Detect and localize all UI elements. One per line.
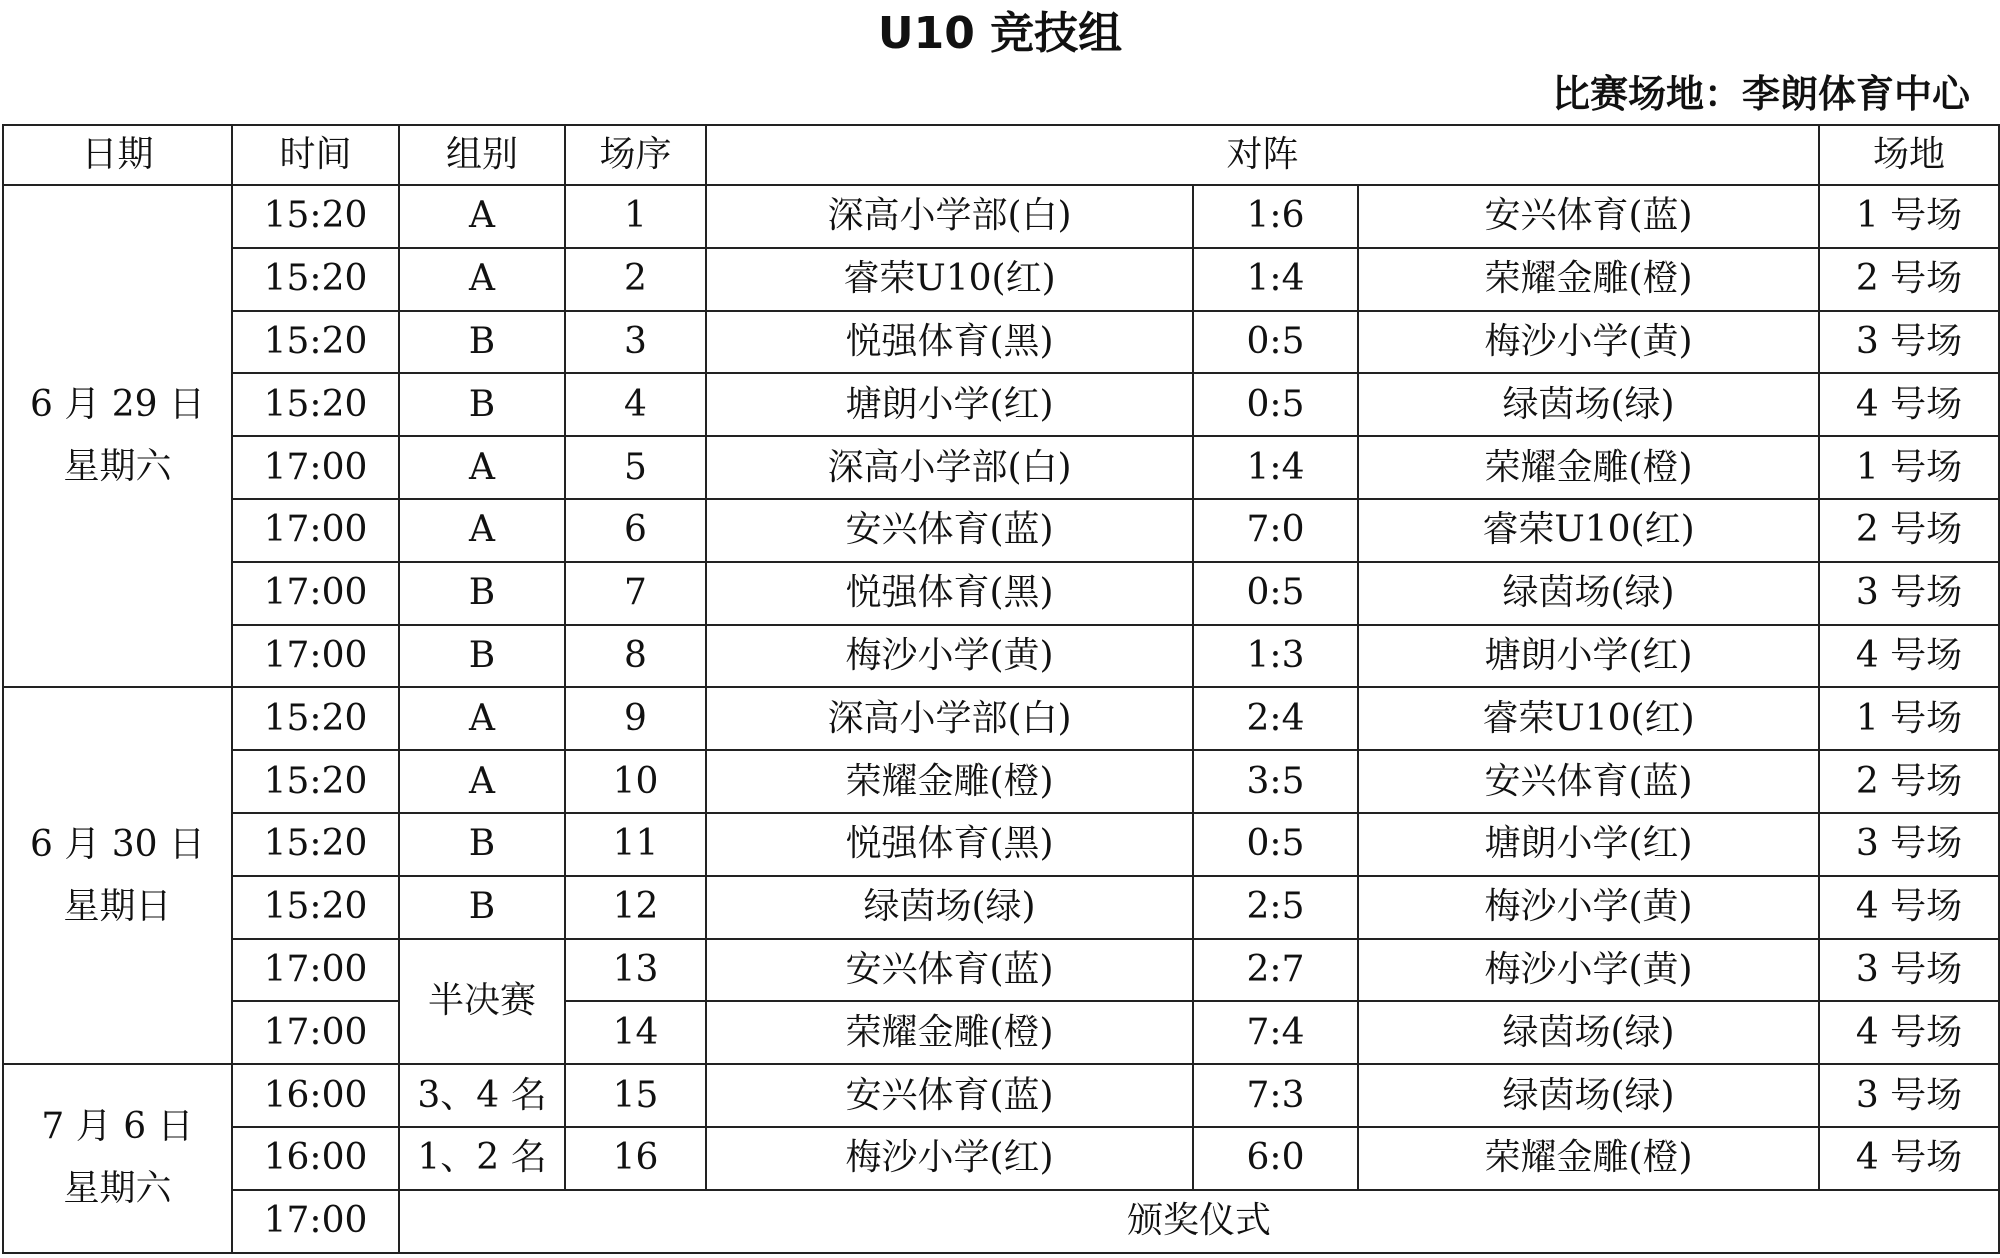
group-cell: B bbox=[399, 813, 565, 876]
header-row bbox=[3, 125, 1999, 185]
table-row bbox=[3, 625, 1999, 688]
home-team-cell: 深高小学部(白) bbox=[706, 687, 1193, 750]
group-cell: B bbox=[399, 876, 565, 939]
home-team-cell: 深高小学部(白) bbox=[706, 436, 1193, 499]
table-row bbox=[3, 499, 1999, 562]
score-cell: 2:4 bbox=[1193, 687, 1358, 750]
score-cell: 7:3 bbox=[1193, 1064, 1358, 1127]
table-row bbox=[3, 373, 1999, 436]
header-date: 日期 bbox=[3, 125, 232, 185]
away-team-cell: 梅沙小学(黄) bbox=[1358, 939, 1819, 1002]
home-team-cell: 荣耀金雕(橙) bbox=[706, 750, 1193, 813]
home-team-cell: 梅沙小学(红) bbox=[706, 1127, 1193, 1190]
table-row bbox=[3, 185, 1999, 248]
score-cell: 0:5 bbox=[1193, 813, 1358, 876]
order-cell: 14 bbox=[565, 1001, 706, 1064]
header-matchup: 对阵 bbox=[706, 125, 1819, 185]
order-cell: 2 bbox=[565, 248, 706, 311]
field-cell: 3 号场 bbox=[1819, 813, 1999, 876]
date-cell bbox=[3, 1064, 232, 1252]
field-cell: 3 号场 bbox=[1819, 311, 1999, 374]
date-line: 6 月 30 日 bbox=[29, 823, 206, 865]
score-cell: 7:0 bbox=[1193, 499, 1358, 562]
order-cell: 8 bbox=[565, 625, 706, 688]
table-row bbox=[3, 813, 1999, 876]
away-team-cell: 安兴体育(蓝) bbox=[1358, 750, 1819, 813]
group-cell: A bbox=[399, 436, 565, 499]
field-cell: 2 号场 bbox=[1819, 750, 1999, 813]
home-team-cell: 安兴体育(蓝) bbox=[706, 499, 1193, 562]
time-cell: 17:00 bbox=[232, 625, 399, 688]
page-title: U10 竞技组 bbox=[877, 8, 1123, 59]
away-team-cell: 荣耀金雕(橙) bbox=[1358, 1127, 1819, 1190]
away-team-cell: 安兴体育(蓝) bbox=[1358, 185, 1819, 248]
home-team-cell: 安兴体育(蓝) bbox=[706, 939, 1193, 1002]
field-cell: 1 号场 bbox=[1819, 436, 1999, 499]
group-cell: A bbox=[399, 499, 565, 562]
home-team-cell: 安兴体育(蓝) bbox=[706, 1064, 1193, 1127]
away-team-cell: 荣耀金雕(橙) bbox=[1358, 248, 1819, 311]
date-line: 6 月 29 日 bbox=[29, 384, 206, 426]
ceremony-cell: 颁奖仪式 bbox=[399, 1190, 1999, 1253]
time-cell: 15:20 bbox=[232, 373, 399, 436]
group-cell: B bbox=[399, 625, 565, 688]
weekday-line: 星期六 bbox=[63, 1168, 172, 1210]
field-cell: 2 号场 bbox=[1819, 499, 1999, 562]
date-cell bbox=[3, 185, 232, 687]
home-team-cell: 塘朗小学(红) bbox=[706, 373, 1193, 436]
weekday-line: 星期日 bbox=[63, 885, 172, 927]
date-line: 7 月 6 日 bbox=[41, 1106, 194, 1148]
time-cell: 16:00 bbox=[232, 1064, 399, 1127]
time-cell: 16:00 bbox=[232, 1127, 399, 1190]
header-order: 场序 bbox=[565, 125, 706, 185]
group-cell: A bbox=[399, 248, 565, 311]
score-cell: 2:5 bbox=[1193, 876, 1358, 939]
time-cell: 17:00 bbox=[232, 939, 399, 1002]
order-cell: 9 bbox=[565, 687, 706, 750]
home-team-cell: 悦强体育(黑) bbox=[706, 562, 1193, 625]
away-team-cell: 绿茵场(绿) bbox=[1358, 1064, 1819, 1127]
group-cell: A bbox=[399, 185, 565, 248]
field-cell: 4 号场 bbox=[1819, 1127, 1999, 1190]
home-team-cell: 荣耀金雕(橙) bbox=[706, 1001, 1193, 1064]
away-team-cell: 塘朗小学(红) bbox=[1358, 625, 1819, 688]
header-field: 场地 bbox=[1819, 125, 1999, 185]
table-row bbox=[3, 750, 1999, 813]
group-cell: A bbox=[399, 687, 565, 750]
home-team-cell: 梅沙小学(黄) bbox=[706, 625, 1193, 688]
order-cell: 15 bbox=[565, 1064, 706, 1127]
score-cell: 0:5 bbox=[1193, 311, 1358, 374]
order-cell: 11 bbox=[565, 813, 706, 876]
order-cell: 4 bbox=[565, 373, 706, 436]
score-cell: 0:5 bbox=[1193, 562, 1358, 625]
group-cell: 1、2 名 bbox=[399, 1127, 565, 1190]
time-cell: 15:20 bbox=[232, 248, 399, 311]
order-cell: 7 bbox=[565, 562, 706, 625]
group-cell: B bbox=[399, 562, 565, 625]
order-cell: 1 bbox=[565, 185, 706, 248]
table-row bbox=[3, 939, 1999, 1002]
table-row bbox=[3, 248, 1999, 311]
score-cell: 2:7 bbox=[1193, 939, 1358, 1002]
score-cell: 0:5 bbox=[1193, 373, 1358, 436]
home-team-cell: 悦强体育(黑) bbox=[706, 311, 1193, 374]
field-cell: 4 号场 bbox=[1819, 876, 1999, 939]
time-cell: 17:00 bbox=[232, 499, 399, 562]
field-cell: 4 号场 bbox=[1819, 1001, 1999, 1064]
header-time: 时间 bbox=[232, 125, 399, 185]
order-cell: 16 bbox=[565, 1127, 706, 1190]
schedule-table bbox=[2, 124, 2000, 1254]
order-cell: 12 bbox=[565, 876, 706, 939]
time-cell: 15:20 bbox=[232, 876, 399, 939]
field-cell: 3 号场 bbox=[1819, 562, 1999, 625]
weekday-line: 星期六 bbox=[63, 446, 172, 488]
home-team-cell: 睿荣U10(红) bbox=[706, 248, 1193, 311]
away-team-cell: 梅沙小学(黄) bbox=[1358, 876, 1819, 939]
away-team-cell: 梅沙小学(黄) bbox=[1358, 311, 1819, 374]
home-team-cell: 悦强体育(黑) bbox=[706, 813, 1193, 876]
group-cell: B bbox=[399, 311, 565, 374]
away-team-cell: 塘朗小学(红) bbox=[1358, 813, 1819, 876]
table-row bbox=[3, 1001, 1999, 1064]
venue-label: 比赛场地：李朗体育中心 bbox=[1551, 72, 1970, 116]
date-cell bbox=[3, 687, 232, 1064]
order-cell: 6 bbox=[565, 499, 706, 562]
away-team-cell: 荣耀金雕(橙) bbox=[1358, 436, 1819, 499]
field-cell: 1 号场 bbox=[1819, 687, 1999, 750]
order-cell: 13 bbox=[565, 939, 706, 1002]
table-row bbox=[3, 687, 1999, 750]
order-cell: 3 bbox=[565, 311, 706, 374]
field-cell: 4 号场 bbox=[1819, 373, 1999, 436]
table-row bbox=[3, 1127, 1999, 1190]
group-cell: 3、4 名 bbox=[399, 1064, 565, 1127]
header-group: 组别 bbox=[399, 125, 565, 185]
score-cell: 7:4 bbox=[1193, 1001, 1358, 1064]
time-cell: 17:00 bbox=[232, 1001, 399, 1064]
score-cell: 3:5 bbox=[1193, 750, 1358, 813]
score-cell: 1:4 bbox=[1193, 248, 1358, 311]
order-cell: 5 bbox=[565, 436, 706, 499]
away-team-cell: 绿茵场(绿) bbox=[1358, 373, 1819, 436]
table-row bbox=[3, 876, 1999, 939]
away-team-cell: 睿荣U10(红) bbox=[1358, 499, 1819, 562]
table-row bbox=[3, 311, 1999, 374]
score-cell: 1:6 bbox=[1193, 185, 1358, 248]
table-row bbox=[3, 436, 1999, 499]
score-cell: 6:0 bbox=[1193, 1127, 1358, 1190]
score-cell: 1:3 bbox=[1193, 625, 1358, 688]
ceremony-row bbox=[3, 1190, 1999, 1253]
home-team-cell: 深高小学部(白) bbox=[706, 185, 1193, 248]
away-team-cell: 睿荣U10(红) bbox=[1358, 687, 1819, 750]
field-cell: 1 号场 bbox=[1819, 185, 1999, 248]
time-cell: 17:00 bbox=[232, 562, 399, 625]
table-row bbox=[3, 562, 1999, 625]
field-cell: 3 号场 bbox=[1819, 1064, 1999, 1127]
field-cell: 4 号场 bbox=[1819, 625, 1999, 688]
group-cell: B bbox=[399, 373, 565, 436]
away-team-cell: 绿茵场(绿) bbox=[1358, 562, 1819, 625]
group-cell: 半决赛 bbox=[399, 939, 565, 1065]
time-cell: 15:20 bbox=[232, 687, 399, 750]
time-cell: 17:00 bbox=[232, 1190, 399, 1253]
score-cell: 1:4 bbox=[1193, 436, 1358, 499]
field-cell: 3 号场 bbox=[1819, 939, 1999, 1002]
time-cell: 15:20 bbox=[232, 311, 399, 374]
field-cell: 2 号场 bbox=[1819, 248, 1999, 311]
table-row bbox=[3, 1064, 1999, 1127]
order-cell: 10 bbox=[565, 750, 706, 813]
time-cell: 15:20 bbox=[232, 750, 399, 813]
time-cell: 15:20 bbox=[232, 185, 399, 248]
time-cell: 15:20 bbox=[232, 813, 399, 876]
home-team-cell: 绿茵场(绿) bbox=[706, 876, 1193, 939]
time-cell: 17:00 bbox=[232, 436, 399, 499]
group-cell: A bbox=[399, 750, 565, 813]
away-team-cell: 绿茵场(绿) bbox=[1358, 1001, 1819, 1064]
